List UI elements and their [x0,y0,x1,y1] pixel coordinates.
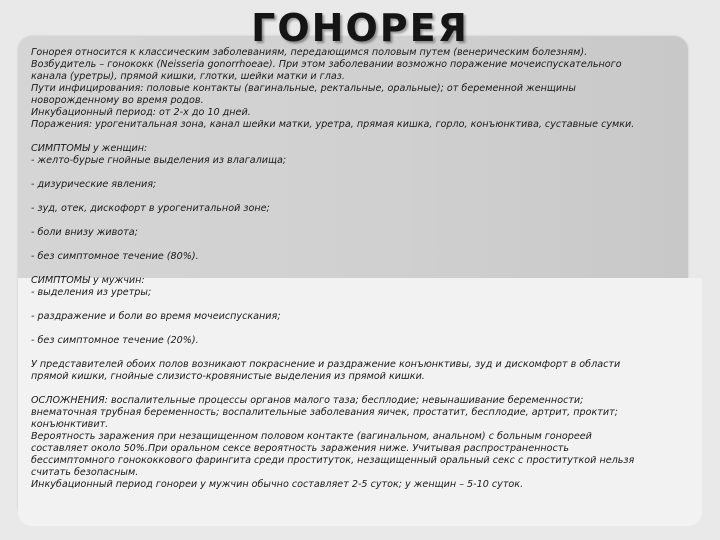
body-text-line: Пути инфицирования: половые контакты (вагинальные, ректальные, оральные); от беременной женщины [31,83,576,94]
body-text-line: Гонорея относится к классическим заболеваниям, передающимся половым путем (венерическим болезням). [31,47,588,58]
slide-body-text [31,47,691,491]
body-text-line: Возбудитель – гонококк (Neisseria gonorrhoeae). При этом заболевании возможно поражение мочеиспускательного [31,59,622,70]
body-text-line: бессимптомного гонококкового фарингита среди проституток, незащищенный оральный секс с проституткой нельзя [31,455,635,466]
body-text-line: - желто-бурые гнойные выделения из влагалища; [31,155,287,166]
body-text-line: У представителей обоих полов возникают покраснение и раздражение конъюнктивы, зуд и дискомфорт в области [31,359,621,370]
body-text-line: - выделения из уретры; [31,287,152,298]
body-text-line: Вероятность заражения при незащищенном половом контакте (вагинальном, анальном) с больным гонореей [31,431,592,442]
paragraph-gap [31,167,691,179]
body-text-line: прямой кишки, гнойные слизисто-кровянистые выделения из прямой кишки. [31,371,425,382]
body-text-line: - без симптомное течение (20%). [31,335,199,346]
body-text-line: считать безопасным. [31,467,139,478]
body-text-line: канала (уретры), прямой кишки, глотки, шейки матки и глаз. [31,71,345,82]
body-text-line: Инкубационный период: от 2-х до 10 дней. [31,107,251,118]
body-text-line: - дизурические явления; [31,179,157,190]
paragraph-gap [31,131,691,143]
body-text-line: составляет около 50%.При оральном сексе вероятность заражения ниже. Учитывая распространенность [31,443,570,454]
paragraph-gap [31,299,691,311]
body-text-line: ОСЛОЖНЕНИЯ: воспалительные процессы органов малого таза; бесплодие; невынашивание беременности; [31,395,584,406]
body-text-line: новорожденному во время родов. [31,95,204,106]
body-text-line: - боли внизу живота; [31,227,138,238]
body-text-line: внематочная трубная беременность; воспалительные заболевания яичек, простатит, бесплодие, артрит, проктит; [31,407,618,418]
paragraph-gap [31,347,691,359]
paragraph-gap [31,263,691,275]
body-text-line: Инкубационный период гонореи у мужчин обычно составляет 2-5 суток; у женщин – 5-10 суток. [31,479,524,490]
body-text-line: - раздражение и боли во время мочеиспускания; [31,311,281,322]
body-text-line: - зуд, отек, дискофорт в урогенитальной зоне; [31,203,270,214]
body-text-line: конъюнктивит. [31,419,109,430]
paragraph-gap [31,383,691,395]
body-text-line: СИМПТОМЫ у мужчин: [31,275,145,286]
body-text-line: - без симптомное течение (80%). [31,251,199,262]
paragraph-gap [31,239,691,251]
paragraph-gap [31,191,691,203]
slide-title: ГОНОРЕЯ [251,6,469,50]
body-text-line: Поражения: урогенитальная зона, канал шейки матки, уретра, прямая кишка, горло, конъюнктива, суставные сумки. [31,119,635,130]
paragraph-gap [31,323,691,335]
paragraph-gap [31,215,691,227]
body-text-line: СИМПТОМЫ у женщин: [31,143,148,154]
